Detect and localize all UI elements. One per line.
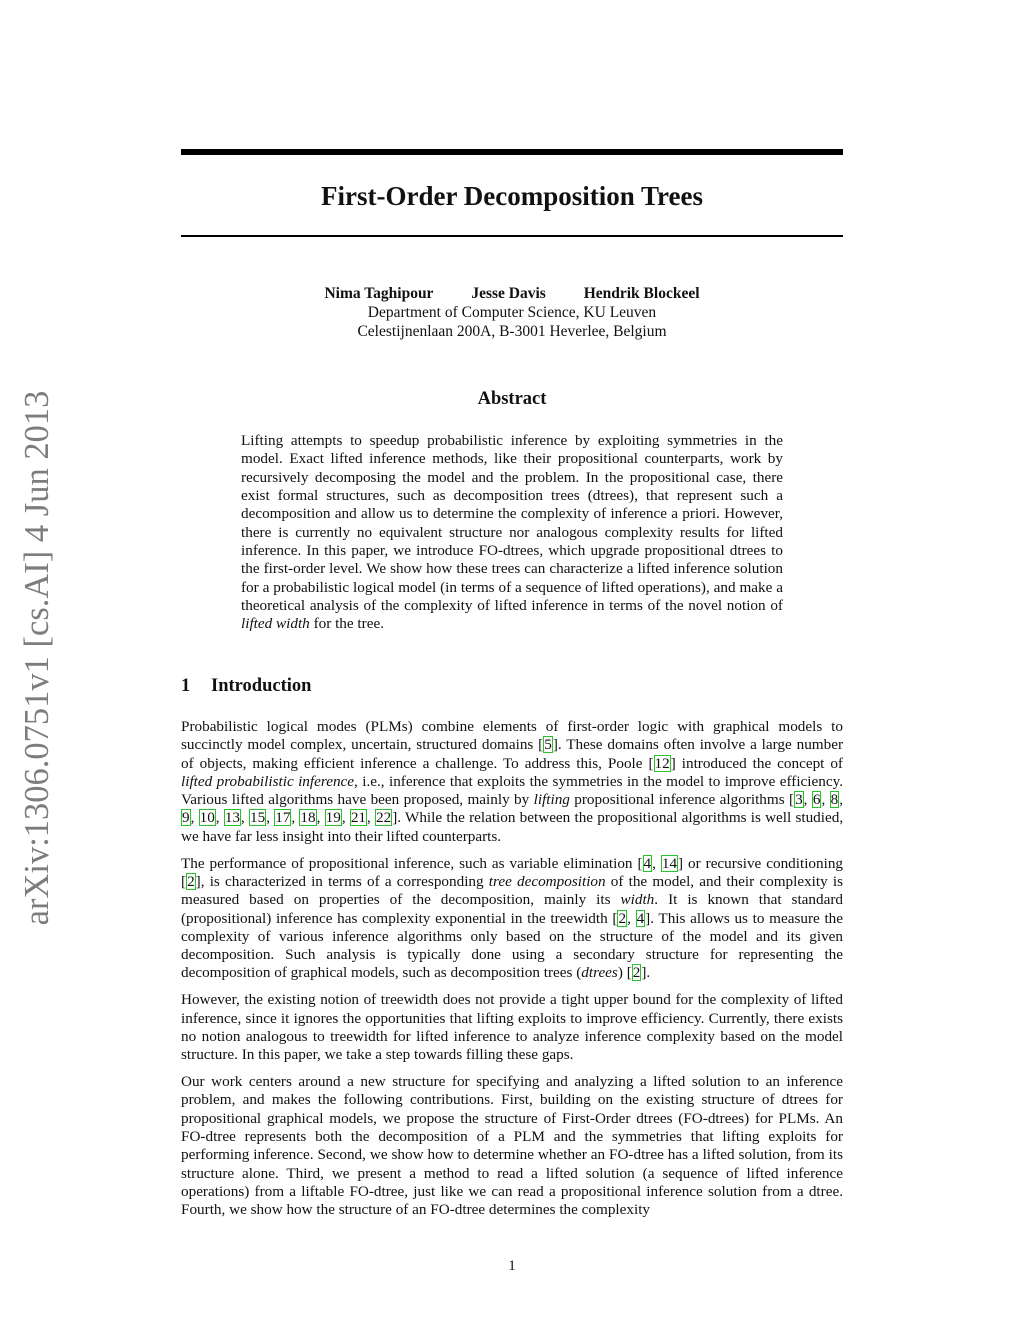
author-name: Jesse Davis bbox=[471, 285, 546, 302]
paragraph: Our work centers around a new structure for specifying and analyzing a lifted solution to an inference problem, and makes the following contributions. First, building on the existing structure of dtrees for propositional graphical models, we propose the structure of First-Order dtrees (FO-dtrees) for PLMs. An FO-dtree represents both the decomposition of a PLM and the symmetries that lifting exploits for performing inference. Second, we show how to determine whether an FO-dtree has a lifted solution, from its structure alone. Third, we present a method to read a lifted solution (a sequence of lifted inference operations) from a liftable FO-dtree, just like we can read a propositional inference solution from a dtree. Fourth, we show how the structure of an FO-dtree determines the complexity bbox=[181, 1073, 843, 1219]
citation-link[interactable]: 15 bbox=[250, 809, 266, 827]
author-name: Nima Taghipour bbox=[324, 285, 434, 302]
citation-link[interactable]: 14 bbox=[661, 854, 678, 872]
paragraph: Probabilistic logical modes (PLMs) combine elements of first-order logic with graphical models to succinctly model complex, uncertain, structured domains [5]. These domains often involve a large number of objects, making efficient inference a challenge. To address this, Poole [12] introduced the concept of lifted probabilistic inference, i.e., inference that exploits the symmetries in the model to improve efficiency. Various lifted algorithms have been proposed, mainly by lifting propositional inference algorithms [3, 6, 8, 9, 10, 13, 15, 17, 18, 19, 21, 22]. While the relation between the propositional algorithms is well studied, we have far less insight into their lifted counterparts. bbox=[181, 718, 844, 845]
citation-link[interactable]: 6 bbox=[812, 791, 821, 809]
citation-link[interactable]: 2 bbox=[618, 909, 627, 927]
citation-link[interactable]: 17 bbox=[275, 809, 291, 827]
citation-group: 2, 4 bbox=[618, 909, 645, 927]
arxiv-stamp: arXiv:1306.0751v1 [cs.AI] 4 Jun 2013 bbox=[18, 390, 56, 926]
affiliation-department: Department of Computer Science, KU Leuven bbox=[367, 304, 657, 321]
page-number: 1 bbox=[508, 1258, 516, 1274]
citation-link[interactable]: 4 bbox=[643, 854, 652, 872]
citation-link[interactable]: 19 bbox=[325, 809, 341, 827]
paragraph: However, the existing notion of treewidth does not provide a tight upper bound for the complexity of lifted inference, since it ignores the opportunities that lifting exploits to improve efficiency. Currently, there exists no notion analogous to treewidth for lifted inference to analyze inference complexity based on the model structure. In this paper, we take a step towards filling these gaps. bbox=[181, 991, 843, 1064]
abstract-text: Lifting attempts to speedup probabilistic inference by exploiting symmetries in the model. Exact lifted inference methods, like their propositional counterparts, work by recursively decomposing the model and the problem. In the propositional case, there exist formal structures, such as decomposition trees (dtrees), that represent such a decomposition and allow us to determine the complexity of inference a priori. However, there is currently no equivalent structure nor analogous complexity results for lifted inference. In this paper, we introduce FO-dtrees, which upgrade propositional dtrees to the first-order level. We show how these trees can characterize a lifted inference solution for a probabilistic logical model (in terms of a sequence of lifted operations), and make a theoretical analysis of the complexity of lifted inference in terms of the novel notion of lifted width for the tree. bbox=[241, 432, 783, 633]
author-name: Hendrik Blockeel bbox=[583, 285, 700, 302]
paper-title: First-Order Decomposition Trees bbox=[321, 181, 703, 211]
citation-link[interactable]: 18 bbox=[300, 809, 316, 827]
citation-link[interactable]: 12 bbox=[654, 754, 670, 772]
section-title: Introduction bbox=[211, 676, 312, 696]
author-list bbox=[181, 284, 843, 303]
citation-link[interactable]: 8 bbox=[830, 791, 839, 809]
abstract-heading: Abstract bbox=[477, 389, 547, 409]
citation-link[interactable]: 3 bbox=[795, 791, 803, 809]
paragraph: The performance of propositional inference, such as variable elimination [4, 14] or recursive conditioning [2], is characterized in terms of a corresponding tree decomposition of the model, and their complexity is measured based on properties of the decomposition, mainly its width. It is known that standard (propositional) inference has complexity exponential in the treewidth [2, 4]. This allows us to measure the complexity of various inference algorithms only based on the structure of the model and its given decomposition. Such analysis is typically done using a secondary structure for representing the decomposition of graphical models, such as decomposition trees (dtrees) [2]. bbox=[181, 854, 844, 982]
citation-link[interactable]: 4 bbox=[636, 909, 645, 927]
citation-group: 4, 14 bbox=[643, 854, 678, 872]
title-bottom-rule bbox=[181, 235, 843, 237]
citation-link[interactable]: 10 bbox=[199, 809, 215, 827]
citation-link[interactable]: 13 bbox=[224, 809, 240, 827]
section-heading bbox=[181, 674, 311, 698]
citation-link[interactable]: 22 bbox=[376, 809, 392, 827]
affiliation-address: Celestijnenlaan 200A, B-3001 Heverlee, Belgium bbox=[357, 323, 667, 340]
citation-group: 3, 6, 8, 9, 10, 13, 15, 17, 18, 19, 21, 22 bbox=[182, 791, 843, 827]
citation-link[interactable]: 2 bbox=[187, 872, 195, 890]
section-number: 1 bbox=[181, 676, 191, 696]
title-top-rule bbox=[181, 149, 843, 155]
citation-link[interactable]: 2 bbox=[632, 964, 641, 982]
citation-link[interactable]: 21 bbox=[350, 809, 367, 827]
citation-link[interactable]: 5 bbox=[544, 736, 552, 754]
body-text bbox=[181, 718, 843, 1228]
citation-link[interactable]: 9 bbox=[182, 809, 190, 827]
